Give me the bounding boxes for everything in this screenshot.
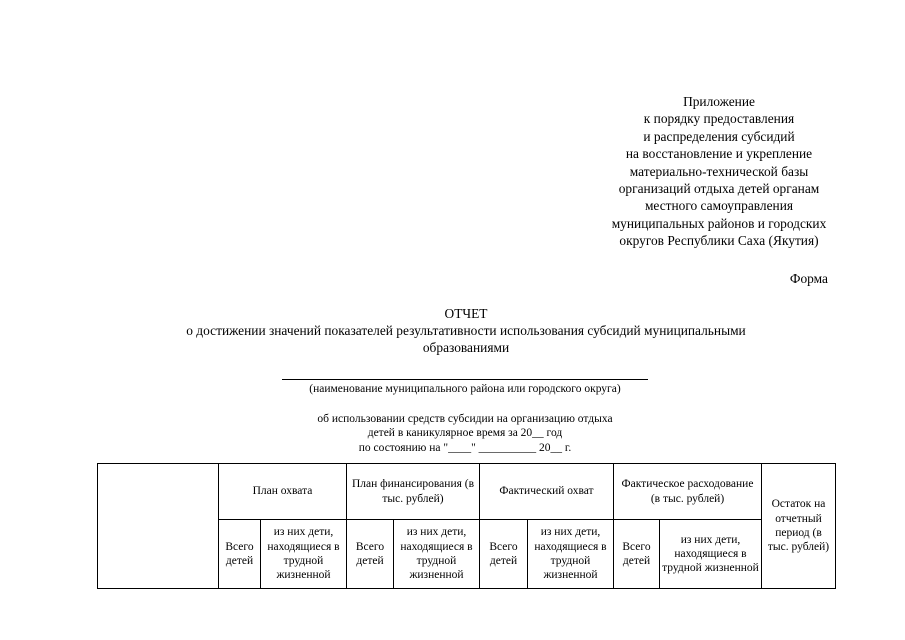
table-row-label-cell: [98, 464, 219, 589]
report-subtitle-line: о достижении значений показателей результативности использования субсидий муниципальными: [186, 323, 746, 338]
appendix-line: на восстановление и укрепление: [625, 146, 813, 162]
municipality-fill-line: [282, 379, 648, 380]
appendix-line: муниципальных районов и городских: [611, 215, 827, 231]
header-remainder: Остаток на отчетный период (в тыс. рублей): [762, 464, 836, 589]
report-title: ОТЧЕТ: [444, 306, 488, 321]
subheader-total-children: Всего детей: [480, 520, 528, 589]
subheader-total-children: Всего детей: [219, 520, 261, 589]
subheader-hardship-children: из них дети, находящиеся в трудной жизненной: [394, 520, 480, 589]
header-coverage-plan: План охвата: [219, 464, 347, 520]
appendix-line: и распределения субсидий: [643, 128, 795, 144]
report-subtitle-line: образованиями: [422, 340, 510, 355]
appendix-line: местного самоуправления: [644, 198, 794, 214]
usage-line: детей в каникулярное время за 20__ год: [367, 427, 563, 440]
municipality-caption: (наименование муниципального района или городского округа): [309, 383, 621, 395]
subheader-hardship-children: из них дети, находящиеся в трудной жизненной: [660, 520, 762, 589]
form-label: Форма: [789, 271, 828, 286]
usage-line: об использовании средств субсидии на организацию отдыха: [317, 413, 613, 425]
subheader-hardship-children: из них дети, находящиеся в трудной жизненной: [528, 520, 614, 589]
appendix-block: [596, 93, 842, 250]
report-heading: [140, 305, 792, 356]
appendix-line: округов Республики Саха (Якутия): [619, 233, 819, 249]
appendix-line: организаций отдыха детей органам: [618, 181, 820, 197]
usage-line: по состоянию на "____" __________ 20__ г.: [358, 441, 572, 454]
appendix-line: материально-технической базы: [629, 163, 809, 179]
report-table: [97, 463, 836, 589]
usage-statement: [245, 412, 685, 455]
header-funding-plan: План финансирования (в тыс. рублей): [347, 464, 480, 520]
appendix-line: к порядку предоставления: [643, 111, 795, 127]
header-actual-coverage: Фактический охват: [480, 464, 614, 520]
subheader-total-children: Всего детей: [347, 520, 394, 589]
subheader-hardship-children: из них дети, находящиеся в трудной жизненной: [261, 520, 347, 589]
appendix-line: Приложение: [683, 94, 755, 109]
header-actual-spending: Фактическое расходование (в тыс. рублей): [614, 464, 762, 520]
subheader-total-children: Всего детей: [614, 520, 660, 589]
